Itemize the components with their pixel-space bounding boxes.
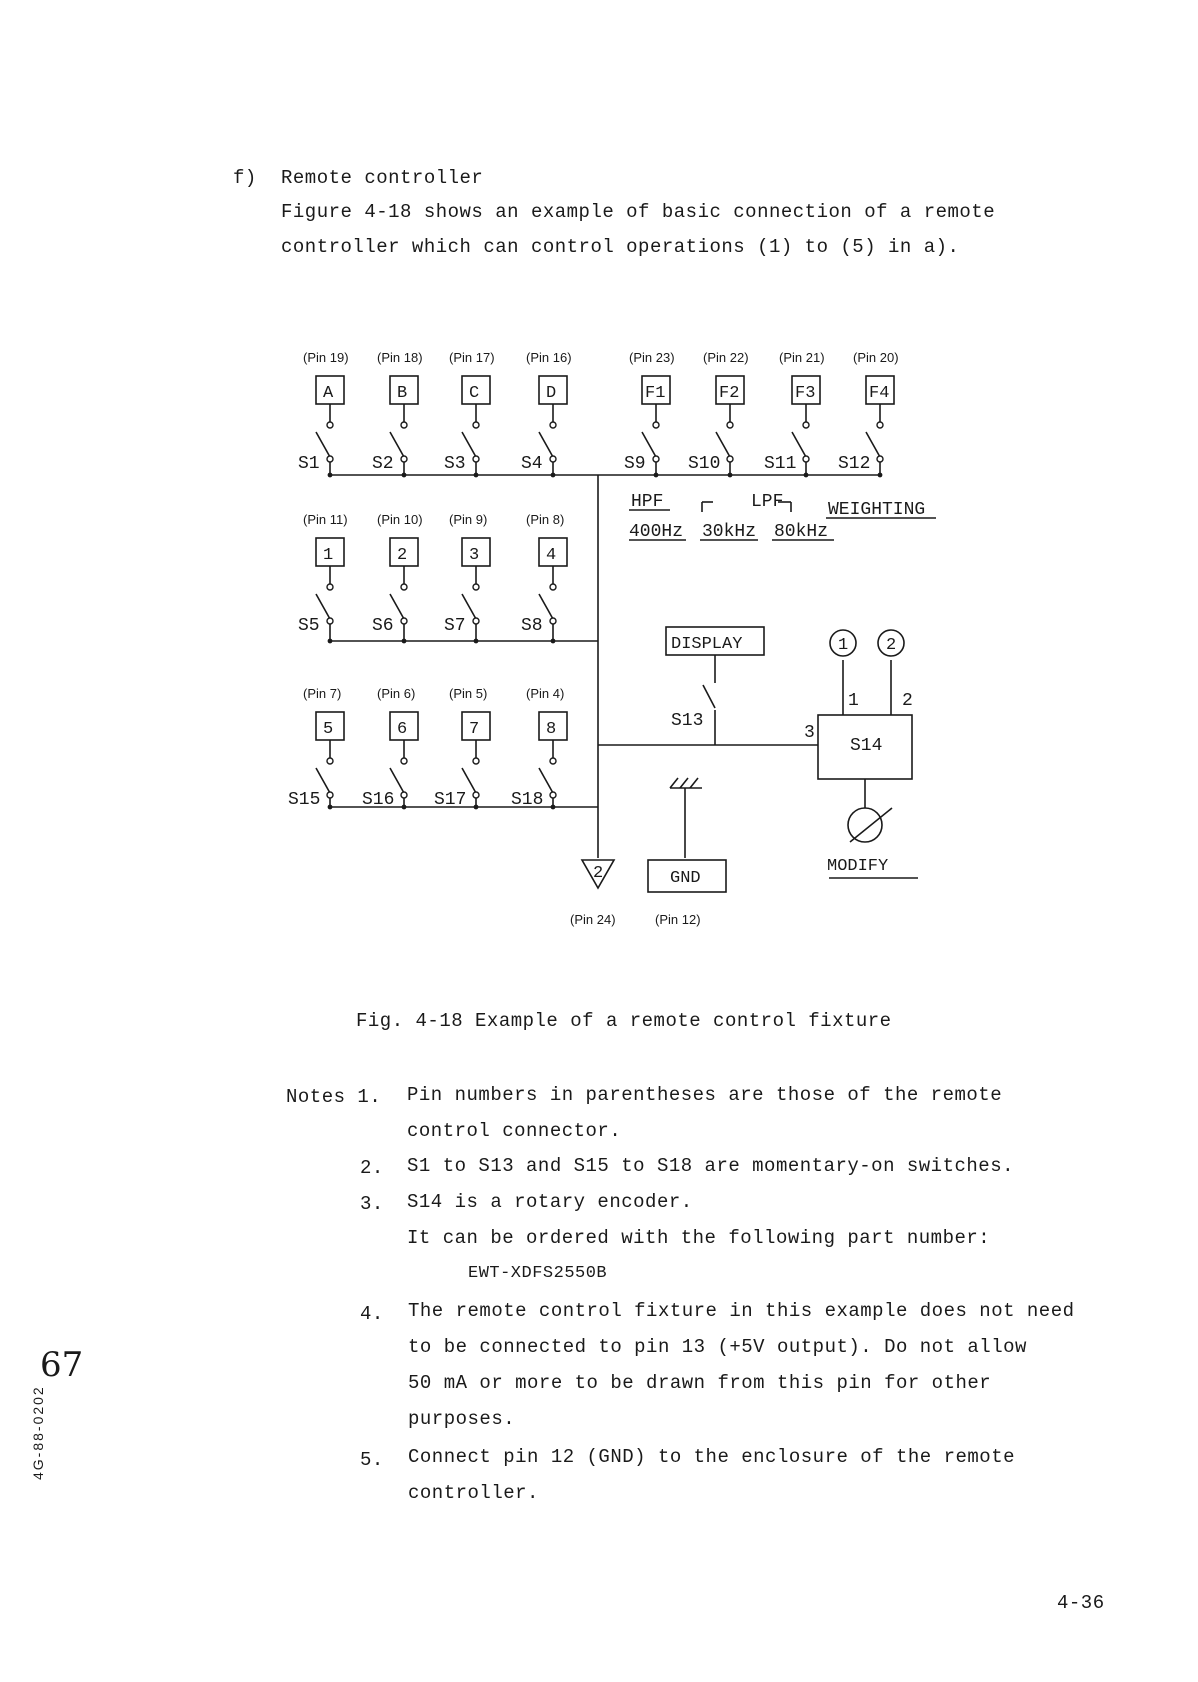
pin-label: (Pin 5) [449,686,488,701]
note-1-line-2: control connector. [407,1120,622,1142]
junction-dot [328,473,333,478]
switch-contact [401,758,407,764]
notes-heading: Notes 1. [286,1086,382,1108]
key-label: 6 [397,720,408,739]
switch-contact [327,758,333,764]
note-3-line-1: S14 is a rotary encoder. [407,1191,693,1213]
switch-label: S3 [444,454,466,474]
junction-dot [804,473,809,478]
note-4-line-2: to be connected to pin 13 (+5V output). Do not allow [408,1336,1027,1358]
switch-column [521,350,572,477]
switch-label: S2 [372,454,394,474]
pin-label: (Pin 8) [526,512,565,527]
switch-label: S8 [521,616,543,636]
pin-label: (Pin 4) [526,686,565,701]
note-4-line-4: purposes. [408,1408,516,1430]
intro-line-2: controller which can control operations (1) to (5) in a). [281,236,960,258]
switch-contact [473,422,479,428]
junction-dot [654,473,659,478]
switch-label: S11 [764,454,797,474]
switch-contact [401,422,407,428]
pin-label: (Pin 23) [629,350,675,365]
margin-handwritten-mark: 67 [40,1345,84,1385]
pin-label: (Pin 11) [303,512,348,527]
switch-contact [401,584,407,590]
junction-dot [551,473,556,478]
junction-dot [328,639,333,644]
note-3-number: 3. [360,1193,384,1215]
switch-contact [473,584,479,590]
switch-label: S15 [288,790,321,810]
note-3-line-2: It can be ordered with the following part number: [407,1227,991,1249]
note-4-number: 4. [360,1303,384,1325]
switch-column [298,512,348,643]
encoder-circle-1: 1 [838,636,849,655]
junction-dot [328,805,333,810]
note-4-line-3: 50 mA or more to be drawn from this pin for other [408,1372,992,1394]
switch-column [288,686,344,810]
switch-contact [550,584,556,590]
note-4-line-1: The remote control fixture in this example does not need [408,1300,1075,1322]
key-label: B [397,384,408,403]
switch-contact [473,758,479,764]
key-label: 2 [397,546,408,565]
figure-caption: Fig. 4-18 Example of a remote control fixture [356,1010,892,1032]
key-label: D [546,384,557,403]
key-label: A [323,384,334,403]
pin-label: (Pin 20) [853,350,899,365]
junction-dot [551,805,556,810]
switch-label: S17 [434,790,467,810]
note-5-line-1: Connect pin 12 (GND) to the enclosure of the remote [408,1446,1015,1468]
section-label: f) [233,167,257,189]
weighting-label: WEIGHTING [828,500,926,520]
note-5-number: 5. [360,1449,384,1471]
junction-dot [474,805,479,810]
switch-column [624,350,675,477]
pin-label: (Pin 10) [377,512,423,527]
gnd-key: GND [670,869,701,888]
note-1-line-1: Pin numbers in parentheses are those of the remote [407,1084,1003,1106]
pin-label: (Pin 17) [449,350,495,365]
pin-label: (Pin 7) [303,686,342,701]
switch-column [521,512,567,643]
encoder-term-3: 3 [804,723,815,743]
junction-dot [402,473,407,478]
encoder-label: S14 [850,736,883,756]
pin-label: (Pin 16) [526,350,572,365]
switch-label: S18 [511,790,544,810]
switch-contact [653,422,659,428]
switch-label: S4 [521,454,543,474]
key-label: F4 [869,384,890,403]
switch-label: S7 [444,616,466,636]
switch-label: S6 [372,616,394,636]
pin24-label: (Pin 24) [570,912,616,927]
switch-column [434,686,490,810]
side-document-number: 4G-88-0202 [30,1385,46,1480]
display-switch-label: S13 [671,711,704,731]
switch-contact [327,422,333,428]
encoder-term-1: 1 [848,691,859,711]
switch-column [298,350,349,477]
note-2-number: 2. [360,1157,384,1179]
key-label: 7 [469,720,480,739]
hpf-label: HPF [631,492,664,512]
lpf-label: LPF [751,492,784,512]
pin-label: (Pin 22) [703,350,749,365]
page-number: 4-36 [1057,1592,1105,1614]
switch-contact [727,422,733,428]
pin-label: (Pin 6) [377,686,416,701]
note-5-line-2: controller. [408,1482,539,1504]
pin-label: (Pin 19) [303,350,349,365]
switch-column [372,512,423,643]
note-2: S1 to S13 and S15 to S18 are momentary-on switches. [407,1155,1014,1177]
modify-label: MODIFY [827,857,889,876]
switch-column [688,350,749,477]
ground-triangle-label: 2 [593,864,604,883]
switch-column [444,350,495,477]
switch-column [838,350,899,477]
junction-dot [728,473,733,478]
key-label: F1 [645,384,666,403]
switch-column [444,512,490,643]
lpf-value-1: 30kHz [702,522,757,542]
intro-line-1: Figure 4-18 shows an example of basic connection of a remote [281,201,996,223]
switch-contact [327,584,333,590]
switch-column [362,686,418,810]
pin-label: (Pin 9) [449,512,488,527]
switch-column [372,350,423,477]
key-label: F2 [719,384,740,403]
switch-contact [877,422,883,428]
key-label: C [469,384,480,403]
encoder-circle-2: 2 [886,636,897,655]
switch-column [764,350,825,477]
switch-label: S1 [298,454,320,474]
switch-contact [550,422,556,428]
key-label: 3 [469,546,480,565]
section-title: Remote controller [281,167,484,189]
key-label: 4 [546,546,557,565]
junction-dot [551,639,556,644]
pin-label: (Pin 21) [779,350,825,365]
display-key: DISPLAY [671,635,743,654]
pin12-label: (Pin 12) [655,912,701,927]
key-label: 5 [323,720,334,739]
junction-dot [402,639,407,644]
switch-label: S5 [298,616,320,636]
pin-label: (Pin 18) [377,350,423,365]
switch-label: S10 [688,454,721,474]
junction-dot [474,639,479,644]
key-label: 8 [546,720,557,739]
key-label: 1 [323,546,334,565]
hpf-value: 400Hz [629,522,684,542]
lpf-value-2: 80kHz [774,522,829,542]
junction-dot [474,473,479,478]
switch-column [511,686,567,810]
switch-label: S12 [838,454,871,474]
switch-label: S9 [624,454,646,474]
key-label: F3 [795,384,816,403]
switch-label: S16 [362,790,395,810]
note-3-part-number: EWT-XDFS2550B [468,1264,608,1283]
switch-contact [803,422,809,428]
junction-dot [878,473,883,478]
switch-contact [550,758,556,764]
junction-dot [402,805,407,810]
encoder-term-2: 2 [902,691,913,711]
